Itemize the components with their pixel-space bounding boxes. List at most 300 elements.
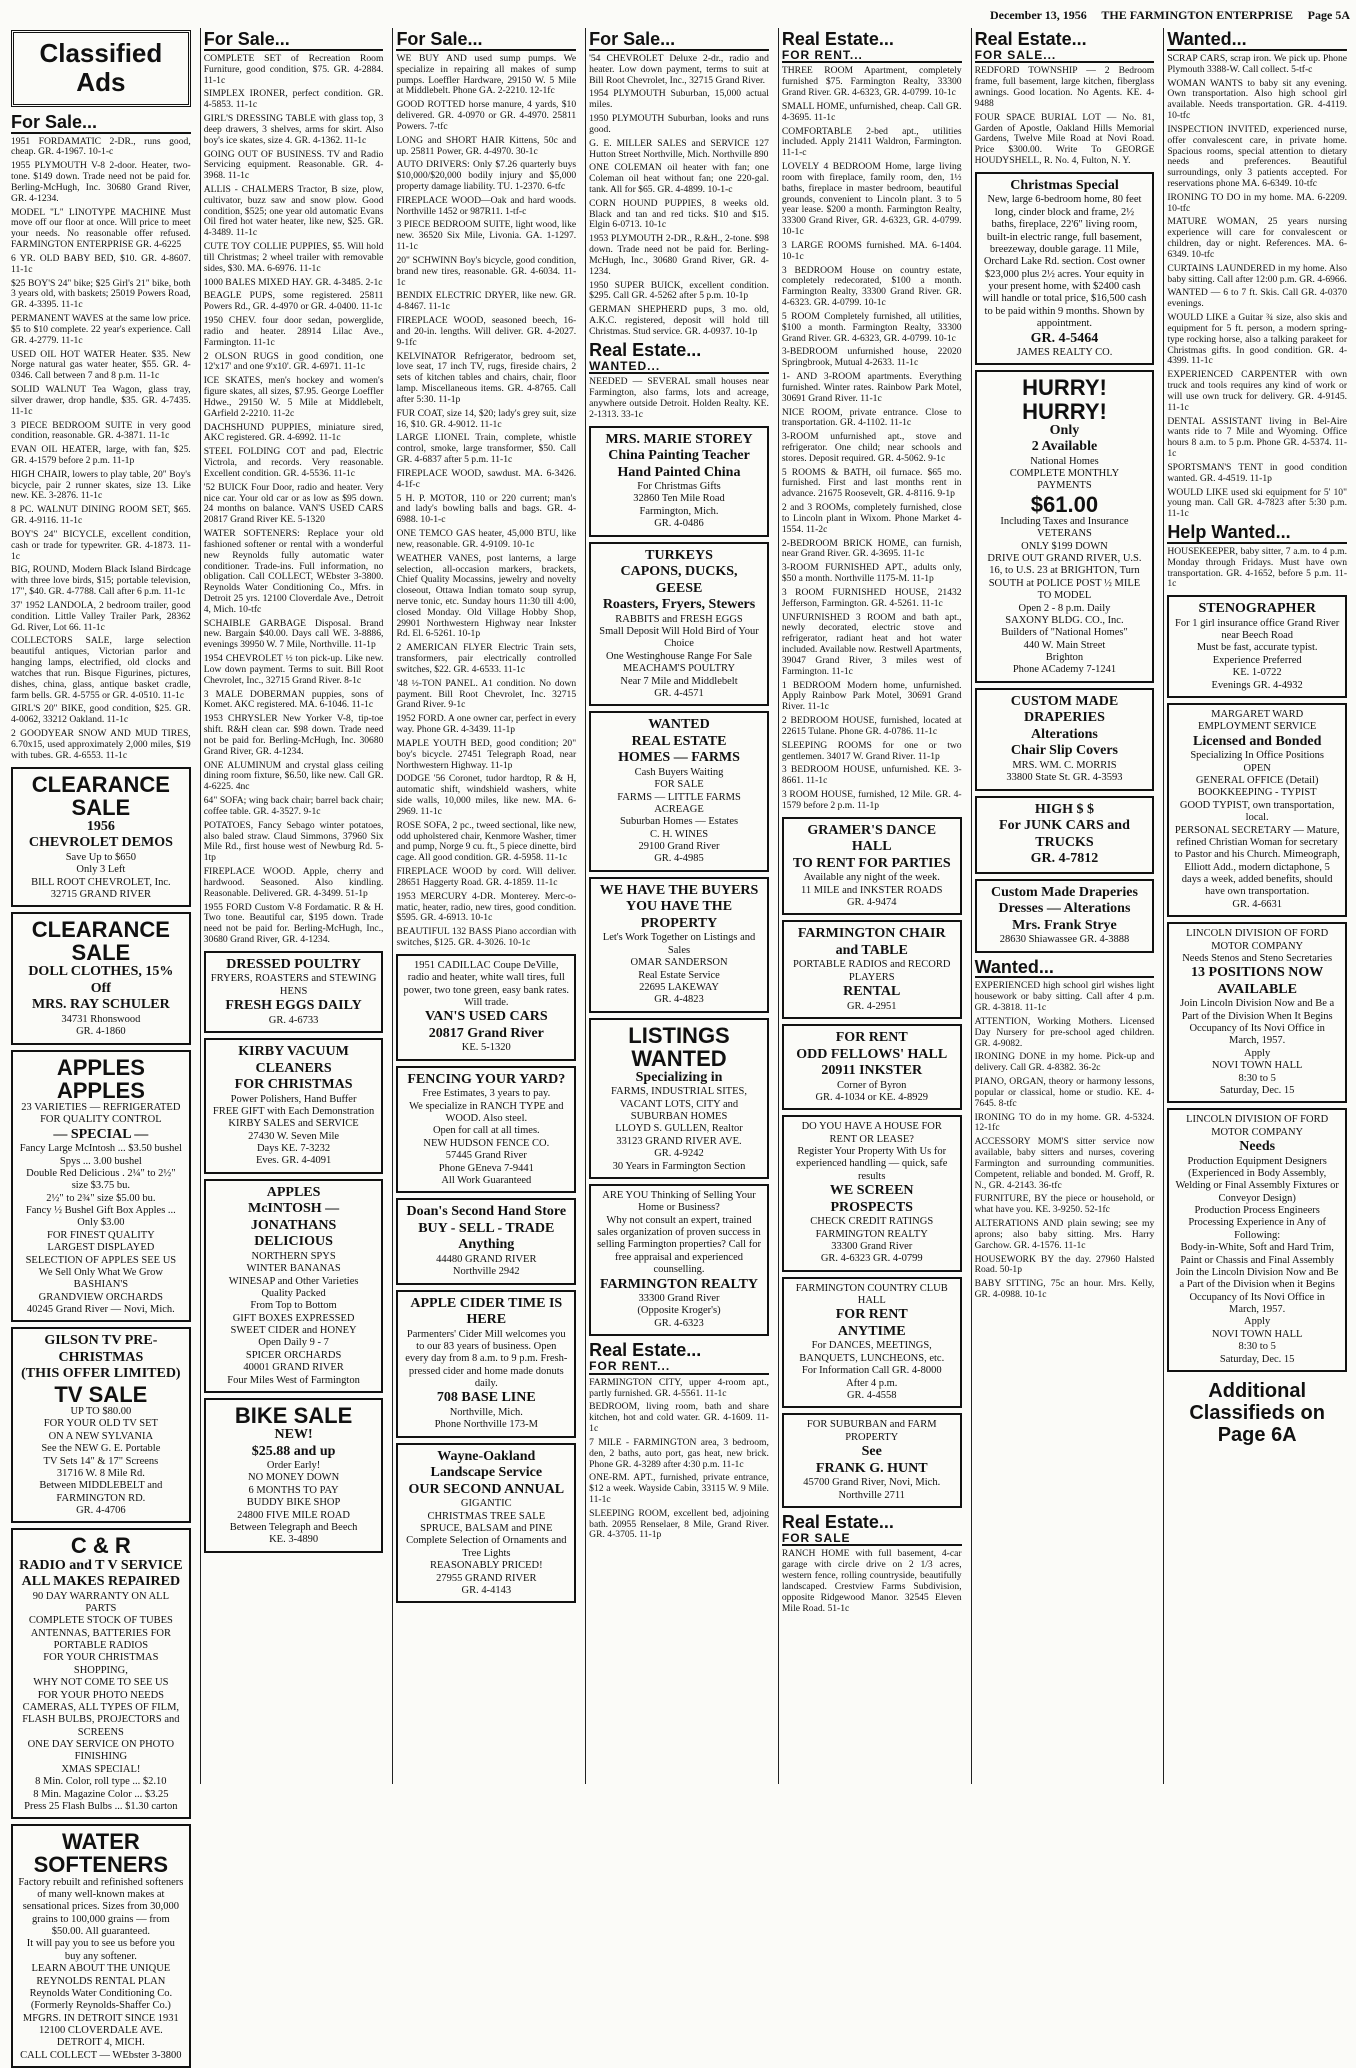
- box-line: WINESAP and Other Varieties: [228, 1275, 359, 1287]
- box-line: 6 MONTHS TO PAY: [248, 1484, 339, 1496]
- classified-ad: IRONING TO do in my home. GR. 4-5324. 12-1fc: [974, 1111, 1155, 1134]
- box-line: Factory rebuilt and refinished softeners of many well-known makes at sensational prices. Sizes from 30,000 grains to 100,000 grains — from $50.00. All guaranteed.: [18, 1876, 184, 1938]
- box-line: FREE GIFT with Each Demonstration: [212, 1105, 375, 1117]
- section-header: Wanted...: [1167, 30, 1347, 51]
- box-line: Let's Work Together on Listings and Sales: [602, 932, 756, 956]
- box-line: Production Process Engineers: [1194, 1205, 1320, 1217]
- classified-ad: 8 PC. WALNUT DINING ROOM SET, $65. GR. 4-9116. 11-1c: [11, 504, 191, 527]
- box-line: CHECK CREDIT RATINGS: [810, 1216, 934, 1228]
- box-line: MFGRS. IN DETROIT SINCE 1931: [22, 2012, 179, 2024]
- classified-ad: ACCESSORY MOM'S sitter service now available, baby sitters and nurses, covering Farmington and surrounding communities. Competent, reliable and bonded. M. Groff, R. N., GR. 4-2143. 36-tfc: [974, 1136, 1155, 1191]
- box-line: Join Lincoln Division Now and Be a Part of the Division When It Begins Occupancy of Its Novi Office in March, 1957.: [1180, 998, 1335, 1047]
- box-line: 1951 CADILLAC Coupe DeVille, radio and heater, white wall tires, full power, two tone green, easy bank rates. Will trade.: [403, 959, 570, 1008]
- box-line: APPLE CIDER TIME IS HERE: [410, 1295, 563, 1328]
- box-line: (Opposite Kroger's): [637, 1305, 721, 1317]
- box-line: WANTED: [648, 717, 710, 733]
- box-line: 24800 FIVE MILE ROAD: [237, 1509, 351, 1521]
- dressed-poultry-ad: [204, 951, 384, 1033]
- box-line: Hand Painted China: [617, 464, 741, 480]
- box-line: GIFT BOXES EXPRESSED: [232, 1312, 355, 1324]
- section-subheader: FOR SALE: [781, 1530, 851, 1545]
- classified-ad: 20" SCHWINN Boy's bicycle, good condition, brand new tires, reasonable. GR. 4-6034. 11-1c: [396, 254, 577, 288]
- box-line: NORTHERN SPYS: [251, 1250, 336, 1262]
- classified-ad: LOVELY 4 BEDROOM Home, large living room with fireplace, family room, den, 1½ baths, fireplace in master bedroom, beautiful grounds, convenient to Lincoln plant. 3 to 5 year lease. $200 a month. Farmington Realty, 33300 Grand River, GR. 4-6323, GR. 4-0799. 10-1c: [781, 161, 962, 238]
- classified-ad: IRONING TO DO in my home. MA. 6-2209. 10-tfc: [1167, 191, 1348, 214]
- box-line: Brighton: [1045, 652, 1084, 664]
- box-line: Real Estate Service: [638, 969, 720, 981]
- box-line: BUDDY BIKE SHOP: [246, 1497, 341, 1509]
- stenographer-ad: [1167, 595, 1347, 698]
- box-line: CAPONS, DUCKS, GEESE: [620, 564, 738, 596]
- box-line: Eves. GR. 4-4091: [255, 1155, 332, 1167]
- box-line: FOR FINEST QUALITY: [46, 1229, 155, 1241]
- box-line: 20817 Grand River: [428, 1025, 544, 1041]
- classified-columns: [8, 28, 1350, 2061]
- box-line: FARMS — LITTLE FARMS: [617, 791, 741, 803]
- box-line: Saturday, Dec. 15: [1219, 1353, 1295, 1365]
- classified-ad: WOMAN WANTS to baby sit any evening. Own transportation. Also high school girl available. Needs transportation. GR. 4-4119. 10-tfc: [1167, 77, 1348, 122]
- classified-ad: WOULD LIKE a Guitar ¾ size, also skis and equipment for 5 ft. person, a modern spring-type rocking horse, also a talking parakeet for Christmas gifts. In good condition. GR. 4-4399. 11-1c: [1167, 312, 1348, 367]
- masthead-paper: THE FARMINGTON ENTERPRISE: [1101, 8, 1293, 22]
- box-line: For DANCES, MEETINGS, BANQUETS, LUNCHEONS, etc.: [799, 1340, 945, 1364]
- box-line: FARMS, INDUSTRIAL SITES, VACANT LOTS, CITY and SUBURBAN HOMES: [611, 1086, 747, 1123]
- box-line: SWEET CIDER and HONEY: [230, 1325, 357, 1337]
- box-line: 20911 INKSTER: [821, 1063, 923, 1079]
- classified-ad: '48 ½-TON PANEL. A1 condition. No down payment. Bill Root Chevrolet, Inc. 32715 Grand River. 9-1c: [396, 677, 577, 711]
- box-line: FARMINGTON REALTY: [599, 1276, 759, 1292]
- classified-ad: THREE ROOM Apartment, completely furnished $75. Farmington Realty, 33300 Grand River. GR. 4-6323, GR. 4-0799. 10-1c: [781, 65, 962, 99]
- meachams-poultry-ad: [589, 542, 769, 707]
- box-line: Fancy Large McIntosh ... $3.50 bushel: [19, 1143, 182, 1155]
- box-line: 440 W. Main Street: [1023, 639, 1106, 651]
- box-line: 31716 W. 8 Mile Rd.: [56, 1467, 145, 1479]
- box-line: After 4 p.m.: [846, 1377, 898, 1389]
- box-line: Open for call at all times.: [432, 1125, 540, 1137]
- box-line: 1956: [86, 818, 115, 834]
- box-line: Mrs. Frank Strye: [1012, 917, 1117, 933]
- box-line: WE HAVE THE BUYERS: [599, 882, 759, 898]
- classified-ad: 1000 BALES MIXED HAY. GR. 4-3485. 2-1c: [203, 276, 383, 288]
- c-and-r-radio-ad: [11, 1528, 191, 1819]
- box-line: For 1 girl insurance office Grand River near Beech Road: [1175, 617, 1340, 642]
- classified-ad: FOUR SPACE BURIAL LOT — No. 81, Garden of Apostle, Oakland Hills Memorial Gardens, Twelve Mile Road at Novi Road. Price $300.00. Write To GEORGE HOUDYSHELL, R. No. 4, Fulton, N. Y.: [974, 111, 1155, 167]
- classified-ad: 3 BEDROOM House on country estate, completely redecorated, $100 a month. Farmington Realty, 33300 Grand River. GR. 4-6323. GR. 4-0799. 10-1c: [781, 264, 962, 309]
- box-line: (THIS OFFER LIMITED): [21, 1366, 181, 1382]
- box-line: SAXONY BLDG. CO., Inc.: [1005, 614, 1124, 626]
- box-line: GR. 4-0486: [654, 518, 704, 530]
- classified-ad: 5 ROOM Completely furnished, all utilities, $100 a month. Farmington Realty, 33300 Grand River. GR. 4-6323, GR. 4-0799. 10-1c: [781, 310, 962, 344]
- box-line: FOR YOUR OLD TV SET: [43, 1418, 158, 1430]
- section-header: For Sale...: [204, 30, 384, 51]
- margaret-ward-employment-ad: [1167, 703, 1347, 917]
- omar-sanderson-ad: [589, 877, 769, 1013]
- box-line: FENCING YOUR YARD?: [407, 1071, 566, 1087]
- box-line: 28630 Shiawassee GR. 4-3888: [999, 934, 1130, 946]
- box-line: OUR SECOND ANNUAL: [408, 1481, 565, 1497]
- box-line: CUSTOM MADE DRAPERIES: [1010, 693, 1119, 726]
- odd-fellows-hall-ad: [782, 1024, 962, 1110]
- classified-ad: 1955 PLYMOUTH V-8 2-door. Heater, two-tone. $149 down. Trade need not be paid for. Berling-McHugh, Inc. 30680 Grand River, GR. 4-1234.: [11, 160, 191, 204]
- box-line: 33300 Grand River: [638, 1293, 720, 1305]
- box-line: NO MONEY DOWN: [247, 1472, 340, 1484]
- farmington-realty-selling-ad: [589, 1184, 769, 1336]
- box-line: FOR YOUR PHOTO NEEDS: [37, 1689, 165, 1701]
- classified-ad: PIANO, ORGAN, theory or harmony lessons, popular or classical, home or studio. KE. 4-7645. 8-tfc: [974, 1076, 1155, 1109]
- classified-ad: MATURE WOMAN, 25 years nursing experience will care for convalescent or children, day or night. References. MA. 6-6349. 10-tfc: [1167, 216, 1348, 260]
- box-line: VETERANS: [1037, 528, 1092, 540]
- box-line: GR. 4-6631: [1232, 898, 1282, 910]
- classified-ads-banner: Classified Ads: [11, 30, 191, 107]
- box-line: GENERAL OFFICE (Detail): [1195, 775, 1319, 786]
- box-line: CHRISTMAS TREE SALE: [427, 1510, 546, 1522]
- vans-used-cars-ad: [396, 954, 576, 1061]
- box-line: (Formerly Reynolds-Shaffer Co.): [30, 2000, 171, 2012]
- box-line: ACREAGE: [654, 803, 704, 815]
- box-line: ONE DAY SERVICE ON PHOTO FINISHING: [27, 1739, 175, 1763]
- box-line: Including Taxes and Insurance: [1000, 515, 1129, 527]
- masthead-page: Page 5A: [1307, 8, 1350, 22]
- box-line: Farmington, Mich.: [639, 505, 719, 517]
- box-line: GR. 4-4823: [654, 994, 704, 1006]
- box-line: Specializing in: [635, 1069, 723, 1085]
- box-line: Join the Lincoln Division Now and Be a Part of the Division when it Begins Occupancy of Its Novi Office in March, 1957.: [1176, 1266, 1339, 1316]
- classified-ad: SPORTSMAN'S TENT in good condition wanted. GR. 4-4519. 11-1p: [1167, 461, 1348, 484]
- box-line: FRYERS, ROASTERS and STEWING HENS: [210, 973, 377, 997]
- box-line: HIGH $ $: [1034, 801, 1095, 817]
- box-line: Custom Made Draperies: [990, 884, 1138, 900]
- classified-ad: 2 GOODYEAR SNOW AND MUD TIRES, 6.70x15, used approximately 2,000 miles, $19 with tubes. GR. 4-6553. 11-1c: [11, 728, 191, 761]
- box-line: For Information Call GR. 4-8000: [801, 1365, 942, 1377]
- box-line: 40001 GRAND RIVER: [243, 1362, 344, 1374]
- classified-ad: FARMINGTON CITY, upper 4-room apt., partly furnished. GR. 4-5561. 11-1c: [589, 1376, 769, 1399]
- classified-ad: GIRL'S DRESSING TABLE with glass top, 3 deep drawers, 3 shelves, arms for skirt. Also boy's ice skates, size 4. GR. 4-1362. 11-1c: [203, 113, 384, 146]
- classified-ad: HOUSEWORK BY the day. 27960 Halsted Road. 50-1p: [974, 1253, 1155, 1276]
- box-line: FOR YOUR CHRISTMAS SHOPPING,: [43, 1652, 159, 1676]
- box-line: LISTINGS WANTED: [628, 1022, 730, 1071]
- box-line: REASONABLY PRICED!: [429, 1560, 543, 1572]
- box-line: GR. 4-1860: [76, 1026, 126, 1038]
- box-line: Only: [1049, 422, 1080, 438]
- column-4: [585, 28, 772, 1784]
- box-line: Apply: [1244, 1047, 1271, 1059]
- box-line: BILL ROOT CHEVROLET, Inc.: [31, 876, 171, 888]
- farmington-country-club-ad: [782, 1277, 962, 1409]
- box-line: 11 MILE and INKSTER ROADS: [801, 884, 943, 896]
- classified-ad: GIRL'S 20" BIKE, good condition, $25. GR. 4-0062, 33212 Oakland. 11-1c: [11, 703, 191, 726]
- box-line: Chair Slip Covers: [1010, 743, 1118, 759]
- classified-ad: 64" SOFA; wing back chair; barrel back chair; coffee table. GR. 4-3527. 9-1c: [203, 795, 384, 817]
- box-line: Spys ... 3.00 bushel: [59, 1155, 142, 1167]
- box-line: Evenings GR. 4-4932: [1211, 679, 1303, 691]
- classified-ad: 1951 FORDAMATIC 2-DR., runs good, cheap. GR. 4-1967. 10-1-c: [11, 135, 191, 158]
- box-line: (Experienced in Body Assembly, Welding or Final Assembly Fixtures or Conveyor Design): [1175, 1167, 1339, 1204]
- box-line: FARMINGTON COUNTRY CLUB HALL: [795, 1282, 948, 1307]
- classified-ad: 1955 FORD Custom V-8 Fordamatic. R & H. Two tone. Beautiful car, $195 down. Trade need not be paid for. Berling-McHugh, Inc., 30680 Grand River, GR. 4-1234.: [203, 901, 384, 945]
- box-line: Order Early!: [266, 1460, 321, 1472]
- box-line: ALL MAKES REPAIRED: [21, 1574, 181, 1590]
- lincoln-division-designers-ad: [1167, 1108, 1347, 1372]
- box-line: Dresses — Alterations: [998, 901, 1131, 917]
- box-line: Open Daily 9 - 7: [258, 1337, 329, 1349]
- box-line: Wayne-Oakland: [437, 1448, 536, 1464]
- classified-ad: BEDROOM, living room, bath and share kitchen, hot and cold water. GR. 4-1609. 11-1c: [589, 1401, 769, 1435]
- box-line: TV Sets 14" & 17" Screens: [43, 1455, 159, 1467]
- column-3: [392, 28, 579, 1784]
- box-line: Processing Experience in Any of Following:: [1188, 1217, 1326, 1241]
- box-line: FOR SUBURBAN and FARM PROPERTY: [806, 1419, 937, 1443]
- box-line: Cash Buyers Waiting: [634, 766, 724, 778]
- classified-ad: FIREPLACE WOOD by cord. Will deliver. 28651 Haggerty Road. GR. 4-1859. 11-1c: [396, 866, 577, 888]
- classified-ad: 1950 PLYMOUTH Suburban, looks and runs good.: [589, 113, 769, 135]
- box-line: GR. 4-4143: [461, 1584, 512, 1596]
- classified-ad: LARGE LIONEL Train, complete, whistle control, smoke, large transformer, $50. Call GR. 4-6837 after 5 p.m. 11-1c: [396, 432, 577, 466]
- classified-ad: NICE ROOM, private entrance. Close to transportation. GR. 4-1102. 11-1c: [781, 406, 962, 429]
- box-line: LINCOLN DIVISION OF FORD MOTOR COMPANY: [1186, 928, 1329, 952]
- classified-ad: SLEEPING ROOM, excellent bed, adjoining bath. 20955 Renselaer, 8 Mile, Grand River. GR. 4-3705. 11-1p: [589, 1507, 769, 1541]
- box-line: DOLL CLOTHES, 15% Off: [28, 964, 174, 996]
- box-line: WE SCREEN PROSPECTS: [829, 1183, 914, 1215]
- classified-ad: ICE SKATES, men's hockey and women's figure skates, all sizes, $7.95. George Loeffler Hdwe., 29150 W. 5 Mile at Middlebelt, GArfield 2-2210. 11-2c: [203, 375, 384, 419]
- box-line: Phone GEneva 7-9441: [438, 1162, 534, 1174]
- gramers-dance-hall-ad: [782, 817, 962, 916]
- box-line: 34731 Rhonswood: [61, 1013, 141, 1025]
- classified-ad: CORN HOUND PUPPIES, 8 weeks old. Black and tan and red ticks. $10 and $15. Elgin 6-0713. 10-1c: [589, 197, 769, 231]
- box-line: We Sell Only What We Grow: [38, 1266, 163, 1278]
- classified-ad: DACHSHUND PUPPIES, miniature sired, AKC registered. GR. 4-6992. 11-1c: [203, 421, 384, 444]
- box-line: PORTABLE RADIOS and RECORD PLAYERS: [792, 959, 951, 983]
- classified-ad: DENTAL ASSISTANT living in Bel-Aire wants ride to 7 Mile and Wyoming. Office hours 8 a.m. to 5 p.m. Phone GR. 4-5374. 11-1c: [1167, 415, 1348, 460]
- box-line: YOU HAVE THE PROPERTY: [625, 899, 733, 931]
- classified-ad: 2-BEDROOM BRICK HOME, can furnish, near Grand River. GR. 4-3695. 11-1c: [781, 537, 962, 560]
- box-line: 8 Min. Magazine Color ... $3.25: [33, 1788, 169, 1800]
- box-line: 30 Years in Farmington Section: [612, 1160, 746, 1172]
- box-line: 2½" to 2¾" size $5.00 bu.: [46, 1192, 156, 1204]
- listings-wanted-ad: [589, 1018, 769, 1179]
- classified-ad: BOY'S 24" BICYCLE, excellent condition, cash or trade for typewriter. GR. 4-1873. 11-1c: [11, 528, 191, 562]
- box-line: Small Deposit Will Hold Bird of Your Choice: [599, 626, 759, 650]
- classified-ad: ROSE SOFA, 2 pc., tweed sectional, like new, odd upholstered chair, Kenmore Washer, timer and pump, Norge 9 cu. ft., 5 piece dinette, bird cage. All good condition. GR. 4-5958. 11-1c: [396, 819, 577, 864]
- box-line: 32860 Ten Mile Road: [633, 493, 725, 505]
- section-header: Real Estate... WANTED...: [589, 341, 769, 374]
- section-header: For Sale...: [589, 30, 769, 51]
- box-line: Suburban Homes — Estates: [619, 816, 739, 828]
- box-line: CAMERAS, ALL TYPES OF FILM, FLASH BULBS, PROJECTORS and SCREENS: [22, 1701, 180, 1738]
- box-line: ANYTIME: [837, 1323, 906, 1339]
- classified-ad: HOUSEKEEPER, baby sitter, 7 a.m. to 4 p.m. Monday through Fridays. Must have own transportation. GR. 4-1652, before 5 p.m. 11-1c: [1167, 545, 1348, 590]
- classified-ad: INSPECTION INVITED, experienced nurse, offer convalescent care, in private home. Spacious rooms, special attention to dietary needs and preferences. Beautiful surroundings, only 3 patients accepted. For reservations phone MA. 6-6349. 10-tfc: [1167, 123, 1348, 189]
- christmas-special-james-realty-ad: [975, 172, 1155, 366]
- classified-ad: ONE TEMCO GAS heater, 45,000 BTU, like new, reasonable. GR. 4-9109. 10-1c: [396, 528, 577, 550]
- box-line: Free Estimates, 3 years to pay.: [422, 1088, 551, 1100]
- box-line: Complete Selection of Ornaments and Tree Lights: [406, 1535, 567, 1559]
- box-line: TV SALE: [54, 1381, 148, 1407]
- box-line: DELICIOUS: [254, 1234, 333, 1250]
- box-line: GR. 4-1034 or KE. 4-8929: [815, 1091, 929, 1103]
- box-line: DO YOU HAVE A HOUSE FOR RENT OR LEASE?: [801, 1121, 942, 1145]
- classified-ad: BENDIX ELECTRIC DRYER, like new. GR. 4-8467. 11-1c: [396, 290, 577, 313]
- box-line: KE. 5-1320: [461, 1042, 511, 1054]
- classified-ad: 1- AND 3-ROOM apartments. Everything furnished. Winter rates. Rainbow Park Motel, 30691 Grand River. 11-1c: [781, 371, 962, 404]
- apples-ad: [11, 1050, 191, 1323]
- box-line: Parmenters' Cider Mill welcomes you to our 83 years of business. Open every day from 8 a.m. to 9 p.m. Fresh-pressed cider and home made donuts daily.: [405, 1328, 568, 1390]
- classified-ad: REDFORD TOWNSHIP — 2 Bedroom frame, full basement, large kitchen, fiberglass awnings. Good location. No Agents. KE. 4-9488: [974, 65, 1155, 109]
- box-line: ANTENNAS, BATTERIES FOR PORTABLE RADIOS: [30, 1627, 172, 1652]
- box-line: For Christmas Gifts: [637, 481, 721, 493]
- classified-ad: EXPERIENCED high school girl wishes light housework or baby sitting. Call after 4 p.m. GR. 4-3818. 11-1c: [974, 980, 1155, 1014]
- box-line: Between Telegraph and Beech: [229, 1521, 358, 1533]
- real-estate-wanted-wines-ad: [589, 711, 769, 872]
- classified-ad: MODEL "L" LINOTYPE MACHINE Must move off our floor at once. Will price to meet your needs. No reasonable offer refused. FARMINGTON ENTERPRISE GR. 4-6225: [11, 206, 191, 251]
- classified-ad: $25 BOY'S 24" bike; $25 Girl's 21" bike, both 3 years old, with baskets; 25019 Powers Road, GR. 4-3395. 11-1c: [11, 277, 191, 311]
- box-line: Phone ACademy 7-1241: [1012, 664, 1117, 676]
- classified-ad: '54 CHEVROLET Deluxe 2-dr., radio and heater. Low down payment, terms to suit at Bill Root Chevrolet, Inc., 32715 Grand River.: [589, 52, 769, 86]
- box-line: From Top to Bottom: [250, 1300, 337, 1312]
- box-line: PERSONAL SECRETARY — Mature, refined Christian Woman for secretary to Pastor and his Church. Mimeograph, Elliott Add., modern dictaphone, 5 days a week, added benefits, should have own transportation.: [1174, 824, 1340, 898]
- box-line: GR. 4-6733: [268, 1014, 319, 1026]
- box-line: 8 Min. Color, roll type ... $2.10: [35, 1776, 167, 1788]
- box-line: NOVI TOWN HALL: [1211, 1328, 1303, 1340]
- box-line: Power Polishers, Hand Buffer: [230, 1093, 357, 1105]
- classified-ad: COMPLETE SET of Recreation Room Furniture, good condition, $75. GR. 4-2884. 11-1c: [203, 52, 384, 86]
- column-5: [778, 28, 965, 1784]
- box-line: 40245 Grand River — Novi, Mich.: [26, 1304, 175, 1316]
- custom-draperies-strye-ad: [975, 879, 1155, 953]
- box-line: WHY NOT COME TO SEE US: [33, 1677, 169, 1689]
- classified-ad: 3 LARGE ROOMS furnished. MA. 6-1404. 10-1c: [781, 239, 962, 262]
- classified-ad: MAPLE YOUTH BED, good condition; 20" boy's bicycle. 27451 Telegraph Road, near Northwestern Highway. 11-1p: [396, 737, 577, 771]
- box-line: CALL COLLECT — WEbster 3-3800: [20, 2049, 182, 2061]
- box-line: BUY - SELL - TRADE: [418, 1220, 555, 1236]
- classified-ad: DODGE '56 Coronet, tudor hardtop, R & H, automatic shift, windshield washers, white side walls, 10,000 miles, like new. MA. 6-2969. 11-1c: [396, 773, 577, 817]
- box-line: 8:30 to 5: [1238, 1072, 1276, 1084]
- box-line: 8:30 to 5: [1238, 1341, 1276, 1353]
- box-line: Only 3 Left: [76, 864, 126, 876]
- box-line: GR. 4-5464: [1030, 330, 1099, 346]
- box-line: Quality Packed: [261, 1287, 326, 1299]
- section-header: Real Estate... FOR SALE...: [975, 30, 1155, 63]
- box-line: 45700 Grand River, Novi, Mich.: [803, 1477, 941, 1489]
- box-line: — SPECIAL —: [53, 1126, 149, 1142]
- wayne-oakland-ad: [396, 1443, 576, 1604]
- box-line: National Homes: [1030, 455, 1099, 467]
- box-line: SPRUCE, BALSAM and PINE: [420, 1523, 553, 1535]
- box-line: TURKEYS: [645, 547, 713, 563]
- classified-ad: GOING OUT OF BUSINESS. TV and Radio Servicing equipment. Reasonable. GR. 4-3968. 11-1c: [203, 148, 384, 182]
- box-line: ARE YOU Thinking of Selling Your Home or Business?: [602, 1189, 756, 1214]
- classified-ad: 1953 PLYMOUTH 2-DR., R.&H., 2-tone. $98 down. Trade need not be paid for. Berling-McHugh, Inc., 30680 Grand River, GR. 4-1234.: [589, 233, 769, 277]
- box-line: 33300 Grand River: [831, 1240, 913, 1252]
- box-line: APPLES APPLES: [56, 1054, 145, 1103]
- classified-ad: 3 ROOM HOUSE, furnished, 12 Mile. GR. 4-1579 before 2 p.m. 11-1p: [781, 789, 962, 811]
- section-subheader: FOR RENT...: [781, 47, 863, 62]
- box-line: ODD FELLOWS' HALL: [796, 1046, 948, 1062]
- classified-ad: EXPERIENCED CARPENTER with own truck and tools requires any kind of work or will use own truck for delivery. GR. 4-9145. 11-1c: [1167, 369, 1348, 413]
- classified-ad: USED OIL HOT WATER Heater. $35. New Norge natural gas water heater, $55. GR. 4-0346. Call between 7 and 8 p.m. 11-1c: [11, 348, 191, 382]
- box-line: 12100 CLOVERDALE AVE. DETROIT 4, MICH.: [38, 2025, 163, 2049]
- box-line: RADIO and T V SERVICE: [19, 1557, 183, 1573]
- box-line: 708 BASE LINE: [436, 1390, 536, 1406]
- box-line: MRS. MARIE STOREY: [605, 431, 753, 447]
- box-line: LEARN ABOUT THE UNIQUE REYNOLDS RENTAL PLAN: [31, 1963, 171, 1987]
- classified-ad: 1952 FORD. A one owner car, perfect in every way. Phone GR. 4-3439. 11-1p: [396, 713, 577, 736]
- box-line: Must be fast, accurate typist.: [1196, 642, 1318, 654]
- box-line: Alterations: [1031, 726, 1098, 742]
- box-line: GR. 4-6323: [654, 1317, 704, 1329]
- box-line: Phone Northville 173-M: [434, 1419, 538, 1431]
- classified-ad: FUR COAT, size 14, $20; lady's grey suit, size 16, $10. GR. 4-9012. 11-1c: [396, 407, 577, 430]
- box-line: HOMES — FARMS: [618, 750, 740, 766]
- clearance-sale-dolls-ad: [11, 912, 191, 1044]
- classified-ad: WE BUY AND used sump pumps. We specialize in repairing all makes of sump pumps. Loeffler Hardware, 29150 W. 5 Mile at Middlebelt. Phone GA. 2-2210. 12-1fc: [396, 52, 577, 97]
- classified-ad: 1953 CHRYSLER New Yorker V-8, tip-toe shift. R&H clean car. $98 down. Trade need not be paid for. Berling-McHugh, Inc. 30680 Grand River, GR. 4-1234.: [203, 713, 384, 757]
- water-softeners-ad: [11, 1824, 191, 2068]
- box-line: COMPLETE MONTHLY PAYMENTS: [1009, 468, 1120, 492]
- box-line: GILSON TV PRE-CHRISTMAS: [44, 1333, 158, 1365]
- box-line: LARGEST DISPLAYED SELECTION OF APPLES SEE US: [25, 1242, 177, 1266]
- classified-ad: LONG and SHORT HAIR Kittens, 50c and up. 25811 Power, GR. 4-4970. 30-1c: [396, 134, 577, 157]
- box-line: Apply: [1244, 1316, 1271, 1328]
- classified-ad: ONE ALUMINUM and crystal glass ceiling dining room fixture, $6.50, like new. Call GR. 4-6225. 4nc: [203, 759, 384, 793]
- box-line: VAN'S USED CARS: [424, 1009, 548, 1025]
- box-line: BOOKKEEPING - TYPIST: [1197, 787, 1317, 799]
- box-line: GR. 4-4571: [654, 687, 704, 699]
- box-line: 44480 GRAND RIVER: [436, 1253, 537, 1265]
- box-line: FOR RENT: [835, 1307, 908, 1323]
- box-line: Northville 2942: [452, 1266, 520, 1278]
- box-line: CLEARANCE SALE: [31, 771, 170, 820]
- box-line: 33123 GRAND RIVER AVE.: [616, 1135, 742, 1147]
- box-line: LINCOLN DIVISION OF FORD MOTOR COMPANY: [1186, 1114, 1329, 1138]
- spicer-orchards-ad: [204, 1179, 384, 1393]
- box-line: TO RENT FOR PARTIES: [792, 855, 951, 871]
- box-line: JAMES REALTY CO.: [1016, 347, 1113, 359]
- box-line: NOVI TOWN HALL: [1211, 1060, 1303, 1072]
- high-dollars-junk-cars-ad: [975, 796, 1155, 874]
- box-line: OMAR SANDERSON: [630, 957, 728, 969]
- classified-ad: 6 YR. OLD BABY BED, $10. GR. 4-8607. 11-1c: [11, 252, 191, 275]
- classified-ad: SMALL HOME, unfurnished, cheap. Call GR. 4-3695. 11-1c: [781, 100, 962, 123]
- classified-ad: SCRAP CARS, scrap iron. We pick up. Phone Plymouth 3388-W. Call collect. 5-tf-c: [1167, 52, 1348, 75]
- box-line: Four Miles West of Farmington: [227, 1374, 360, 1386]
- classified-ad: AUTO DRIVERS: Only $7.26 quarterly buys $10,000/$20,000 bodily injury and $5,000 property damage liability. TU. 1-2370. 6-tfc: [396, 159, 577, 192]
- box-line: 90 DAY WARRANTY ON ALL PARTS: [32, 1590, 170, 1614]
- box-line: WINTER BANANAS: [246, 1263, 341, 1275]
- saxony-bldg-ad: [975, 370, 1155, 682]
- classified-ad: BIG, ROUND, Modern Black Island Birdcage with three love birds, $15; portable television, 17", $40. GR. 4-7788. Call after 6 p.m. 11-1c: [11, 564, 191, 598]
- fencing-ad: [396, 1066, 576, 1194]
- box-line: GR. 4-4985: [654, 853, 704, 865]
- box-line: STENOGRAPHER: [1198, 601, 1316, 617]
- box-line: KE. 3-4890: [269, 1534, 319, 1546]
- classified-ad: 37' 1952 LANDOLA, 2 bedroom trailer, good condition. Little Valley Trailer Park, 28362 Gd. River, Lot 66. 11-1c: [11, 599, 191, 633]
- box-line: MRS. RAY SCHULER: [31, 997, 170, 1013]
- box-line: NEW!: [274, 1427, 313, 1443]
- classified-ad: WOULD LIKE used ski equipment for 5' 10" young man. Call GR. 4-7823 after 5:30 p.m. 11-1c: [1167, 486, 1348, 520]
- classified-ad: ALLIS - CHALMERS Tractor, B size, plow, cultivator, buzz saw and snow plow. Good condition, $525; one year old automatic Evans Oil fired hot water heater, like new, $25. GR. 4-3489. 11-1c: [203, 184, 384, 239]
- box-line: UP TO $80.00: [70, 1406, 132, 1418]
- classified-ad: RANCH HOME with full basement, 4-car garage with circle drive on 2 1/3 acres, western fence, rolling countryside, beautifully landscaped. Crestview Farms Subdivision, opposite Ridgewood Manor. 32545 Eleven Mile Road. 51-1c: [781, 1548, 962, 1614]
- box-line: Experience Preferred: [1212, 654, 1302, 666]
- classified-ad: 2 OLSON RUGS in good condition, one 12'x17' and one 9'x10'. GR. 4-6971. 11-1c: [203, 350, 384, 373]
- classified-ad: 5 H. P. MOTOR, 110 or 220 current; man's and lady's bowling balls and bags. GR. 4-6988. 10-1-c: [396, 492, 577, 526]
- box-line: GR. 4-7812: [1030, 851, 1099, 867]
- section-subheader: FOR RENT...: [589, 1359, 671, 1374]
- box-line: GR. 4-4706: [76, 1505, 126, 1517]
- classified-ad: KELVINATOR Refrigerator, bedroom set, love seat, 17 inch TV, rugs, fireside chairs, 2 sets of kitchen tables and chairs, chair, floor lamp. Miscellaneous items. GR. 4-8765. Call after 5:30. 11-1p: [396, 350, 577, 405]
- box-line: DRIVE OUT GRAND RIVER, U.S. 16, to U.S. 23 at BRIGHTON, Turn SOUTH at POLICE POST ½ MILE TO MODEL: [987, 553, 1142, 602]
- gilson-tv-ad: [11, 1327, 191, 1523]
- section-header: For Sale...: [11, 113, 191, 134]
